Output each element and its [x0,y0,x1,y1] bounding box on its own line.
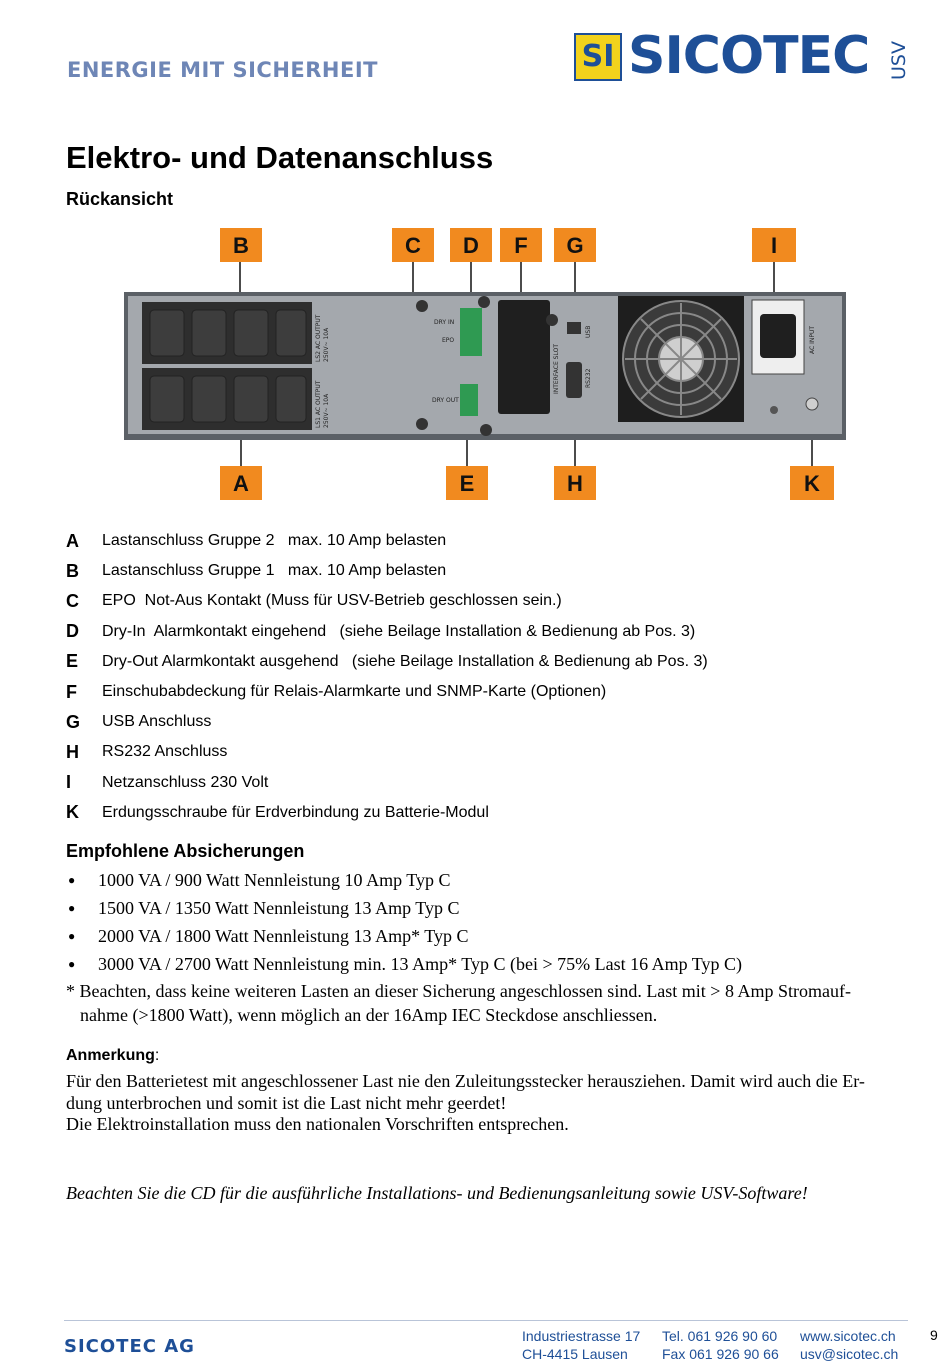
screw-icon [416,418,428,430]
ac-input-socket [760,314,796,358]
legend-letter: I [66,772,72,793]
callout-d-label: D [463,233,479,258]
remark-text [66,1071,906,1136]
screw-icon [480,424,492,436]
rs232-port [566,362,582,398]
list-item [66,922,906,950]
remark-line2: dung unterbrochen und somit ist die Last nicht mehr geerdet! [66,1092,507,1113]
legend-text: USB Anschluss [102,713,212,731]
screw-icon [478,296,490,308]
fuse-text: 1000 VA / 900 Watt Nennleistung 10 Amp Typ C [98,869,451,890]
logo-usv [886,34,910,82]
footer-web-link[interactable]: www.sicotec.ch [800,1328,896,1344]
page-title: Elektro- und Datenanschluss [66,140,494,175]
legend-letter: D [66,621,79,642]
callout-e-label: E [459,471,475,496]
footer-company: SICOTEC AG [64,1336,195,1357]
fuse-text: 1500 VA / 1350 Watt Nennleistung 13 Amp Typ C [98,897,460,918]
bullet-icon: ● [68,928,76,943]
callout-f-label: F [514,233,528,258]
legend-item [66,798,886,828]
callout-b-label: B [233,233,249,258]
callout-a-label: A [233,471,249,496]
remark-colon: : [154,1047,160,1064]
screw-icon [770,406,778,414]
legend-list [66,526,886,828]
page-number: 9 [930,1327,938,1343]
footer-address-line1: Industriestrasse 17 [522,1328,641,1344]
output-group-1 [142,368,312,430]
legend-text: Dry-In Alarmkontakt eingehend (siehe Beilage Installation & Bedienung ab Pos. 3) [102,622,696,640]
legend-item [66,617,886,647]
logo-mark-text: SI [581,39,615,74]
fan-icon [618,296,744,422]
list-item [66,894,906,922]
list-item [66,950,906,978]
callout-g-label: G [566,233,584,258]
legend-item [66,677,886,707]
usb-port [567,322,581,334]
dry-in-epo-terminal [460,308,482,356]
legend-item [66,526,886,556]
screw-icon [416,300,428,312]
legend-letter: A [66,530,79,551]
fuse-text: 2000 VA / 1800 Watt Nennleistung 13 Amp* Typ C [98,925,469,946]
logo-usv-text: USV [888,41,910,80]
logo-wordmark: SICOTEC [628,26,870,86]
output-group-2 [142,302,312,364]
callout-k-label: K [804,471,820,496]
bullet-icon: ● [68,956,76,971]
footer-divider [64,1320,908,1321]
dry-out-terminal [460,384,478,416]
remark-line1: Für den Batterietest mit angeschlossener Last nie den Zuleitungsstecker herausziehen. Damit wird auch die Er- [66,1071,865,1091]
label-l2-output: LS2 AC OUTPUT [315,314,322,362]
section-subtitle: Rückansicht [66,189,174,209]
label-usb: USB [585,325,592,338]
label-dry-in: DRY IN [434,319,455,326]
bullet-icon: ● [68,872,76,887]
legend-item [66,737,886,767]
interface-slot-cover [498,300,550,414]
footer-contact [800,1327,898,1363]
footer-fax: Fax 061 926 90 66 [662,1346,779,1362]
legend-text: Erdungsschraube für Erdverbindung zu Batterie-Modul [102,803,489,821]
label-l2-rating: 250V~ 10A [323,327,330,362]
label-ac-input: AC INPUT [809,325,816,354]
legend-letter: G [66,711,81,732]
legend-letter: E [66,651,79,672]
legend-text: Dry-Out Alarmkontakt ausgehend (siehe Beilage Installation & Bedienung ab Pos. 3) [102,652,708,670]
fuses-list [66,866,906,978]
legend-text: RS232 Anschluss [102,743,228,761]
logo-mark [574,33,622,81]
legend-item [66,647,886,677]
label-rs232: RS232 [585,368,592,388]
rear-panel-diagram [120,226,850,506]
footer-tel: Tel. 061 926 90 60 [662,1328,778,1344]
label-dry-out: DRY OUT [432,397,459,404]
label-l1-rating: 250V~ 10A [323,393,330,428]
fuse-footnote-line2: nahme (>1800 Watt), wenn möglich an der 16Amp IEC Steckdose anschliessen. [80,1005,658,1025]
legend-text: Einschubabdeckung für Relais-Alarmkarte und SNMP-Karte (Optionen) [102,683,607,701]
legend-item [66,586,886,616]
remark-line3: Die Elektroinstallation muss den nationalen Vorschriften entsprechen. [66,1114,569,1134]
legend-letter: K [66,802,79,823]
fuse-footnote [66,979,886,1027]
footer-email-link[interactable]: usv@sicotec.ch [800,1346,899,1362]
remark-label [66,1047,159,1065]
label-interface-slot: INTERFACE SLOT [553,344,560,394]
legend-item [66,707,886,737]
fuses-heading: Empfohlene Absicherungen [66,841,305,861]
footer-phone [662,1327,779,1363]
ground-screw-icon [806,398,818,410]
footer-address [522,1327,640,1363]
legend-text: Netzanschluss 230 Volt [102,773,269,791]
bullet-icon: ● [68,900,76,915]
legend-text: Lastanschluss Gruppe 2 max. 10 Amp belasten [102,532,447,550]
legend-letter: C [66,590,79,611]
footer-address-line2: CH-4415 Lausen [522,1346,628,1362]
screw-icon [546,314,558,326]
callout-i-label: I [770,233,778,258]
remark-label-text: Anmerkung [66,1047,155,1064]
cd-note: Beachten Sie die CD für die ausführliche Installations- und Bedienungsanleitung sowie USV-Software! [66,1183,808,1203]
legend-letter: F [66,681,77,702]
callout-h-label: H [567,471,583,496]
legend-text: Lastanschluss Gruppe 1 max. 10 Amp belasten [102,562,447,580]
legend-letter: H [66,741,79,762]
fuse-text: 3000 VA / 2700 Watt Nennleistung min. 13 Amp* Typ C (bei > 75% Last 16 Amp Typ C) [98,953,743,974]
legend-text: EPO Not-Aus Kontakt (Muss für USV-Betrieb geschlossen sein.) [102,592,562,610]
tagline: ENERGIE MIT SICHERHEIT [67,58,378,82]
list-item [66,866,906,894]
callout-c-label: C [405,233,421,258]
label-epo: EPO [442,337,455,344]
label-l1-output: LS1 AC OUTPUT [315,380,322,428]
legend-letter: B [66,560,79,581]
legend-item [66,556,886,586]
legend-item [66,768,886,798]
fuse-footnote-line1: * Beachten, dass keine weiteren Lasten an dieser Sicherung angeschlossen sind. Last mit > 8 Amp Stromauf- [66,981,851,1001]
